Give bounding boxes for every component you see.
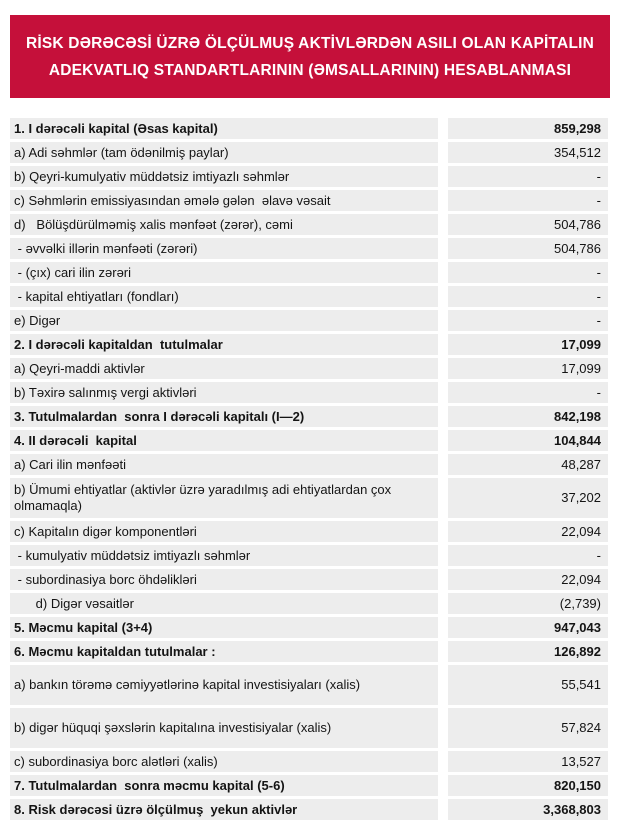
table-row [10, 118, 608, 139]
table-row [10, 751, 608, 772]
row-value: 48,287 [448, 454, 608, 475]
row-label: a) bankın törəmə cəmiyyətlərinə kapital investisiyaları (xalis) [10, 665, 438, 705]
row-label: 6. Məcmu kapitaldan tutulmalar : [10, 641, 438, 662]
table-row [10, 569, 608, 590]
table-row [10, 238, 608, 259]
row-value: 37,202 [448, 478, 608, 518]
table-row [10, 545, 608, 566]
row-label: - əvvəlki illərin mənfəəti (zərəri) [10, 238, 438, 259]
row-value: 55,541 [448, 665, 608, 705]
row-value: - [448, 190, 608, 211]
table-row [10, 214, 608, 235]
row-value: 126,892 [448, 641, 608, 662]
row-label: b) Ümumi ehtiyatlar (aktivlər üzrə yaradılmış adi ehtiyatlardan çox olmamaqla) [10, 478, 438, 518]
table-row [10, 334, 608, 355]
row-value: 17,099 [448, 358, 608, 379]
row-value: - [448, 262, 608, 283]
table-row [10, 382, 608, 403]
row-label: - subordinasiya borc öhdəlikləri [10, 569, 438, 590]
table-row [10, 262, 608, 283]
row-label: c) Kapitalın digər komponentləri [10, 521, 438, 542]
row-label: 2. I dərəcəli kapitaldan tutulmalar [10, 334, 438, 355]
row-value: - [448, 310, 608, 331]
table-row [10, 310, 608, 331]
row-label: 4. II dərəcəli kapital [10, 430, 438, 451]
row-value: 22,094 [448, 521, 608, 542]
table-row [10, 454, 608, 475]
row-value: 22,094 [448, 569, 608, 590]
row-value: 13,527 [448, 751, 608, 772]
table-row [10, 617, 608, 638]
row-label: a) Qeyri-maddi aktivlər [10, 358, 438, 379]
table-row [10, 521, 608, 542]
row-value: 947,043 [448, 617, 608, 638]
row-value: 104,844 [448, 430, 608, 451]
table-row [10, 142, 608, 163]
report-title-banner [10, 15, 610, 98]
row-label: 3. Tutulmalardan sonra I dərəcəli kapitalı (I—2) [10, 406, 438, 427]
row-label: - (çıx) cari ilin zərəri [10, 262, 438, 283]
capital-adequacy-table [10, 118, 608, 823]
table-row [10, 641, 608, 662]
table-row [10, 166, 608, 187]
row-label: a) Adi səhmlər (tam ödənilmiş paylar) [10, 142, 438, 163]
row-label: - kapital ehtiyatları (fondları) [10, 286, 438, 307]
row-value: 57,824 [448, 708, 608, 748]
row-label: 8. Risk dərəcəsi üzrə ölçülmuş yekun aktivlər [10, 799, 438, 820]
row-value: 354,512 [448, 142, 608, 163]
row-label: - kumulyativ müddətsiz imtiyazlı səhmlər [10, 545, 438, 566]
row-label: b) Qeyri-kumulyativ müddətsiz imtiyazlı səhmlər [10, 166, 438, 187]
report-title-line1: RİSK DƏRƏCƏSİ ÜZRƏ ÖLÇÜLMUŞ AKTİVLƏRDƏN ASILI OLAN KAPİTALIN [25, 34, 595, 52]
row-label: b) Təxirə salınmış vergi aktivləri [10, 382, 438, 403]
row-value: - [448, 286, 608, 307]
row-value: 504,786 [448, 238, 608, 259]
table-row [10, 593, 608, 614]
row-label: 5. Məcmu kapital (3+4) [10, 617, 438, 638]
row-label: e) Digər [10, 310, 438, 331]
row-label: 1. I dərəcəli kapital (Əsas kapital) [10, 118, 438, 139]
row-value: 842,198 [448, 406, 608, 427]
row-label: b) digər hüquqi şəxslərin kapitalına investisiyalar (xalis) [10, 708, 438, 748]
table-row [10, 478, 608, 518]
table-row [10, 190, 608, 211]
row-value: 859,298 [448, 118, 608, 139]
row-label: c) Səhmlərin emissiyasından əmələ gələn əlavə vəsait [10, 190, 438, 211]
table-row [10, 358, 608, 379]
report-title-line2: ADEKVATLIQ STANDARTLARININ (ƏMSALLARININ) HESABLANMASI [48, 61, 572, 79]
table-row [10, 799, 608, 820]
row-label: d) Digər vəsaitlər [10, 593, 438, 614]
row-value: 17,099 [448, 334, 608, 355]
row-value: 820,150 [448, 775, 608, 796]
table-row [10, 286, 608, 307]
table-row [10, 406, 608, 427]
row-label: 7. Tutulmalardan sonra məcmu kapital (5-6) [10, 775, 438, 796]
table-row [10, 775, 608, 796]
row-value: 3,368,803 [448, 799, 608, 820]
row-label: c) subordinasiya borc alətləri (xalis) [10, 751, 438, 772]
row-value: 504,786 [448, 214, 608, 235]
row-label: d) Bölüşdürülməmiş xalis mənfəət (zərər), cəmi [10, 214, 438, 235]
row-value: - [448, 382, 608, 403]
row-value: - [448, 166, 608, 187]
row-value: - [448, 545, 608, 566]
table-row [10, 430, 608, 451]
row-label: a) Cari ilin mənfəəti [10, 454, 438, 475]
table-row [10, 665, 608, 705]
row-value: (2,739) [448, 593, 608, 614]
table-row [10, 708, 608, 748]
